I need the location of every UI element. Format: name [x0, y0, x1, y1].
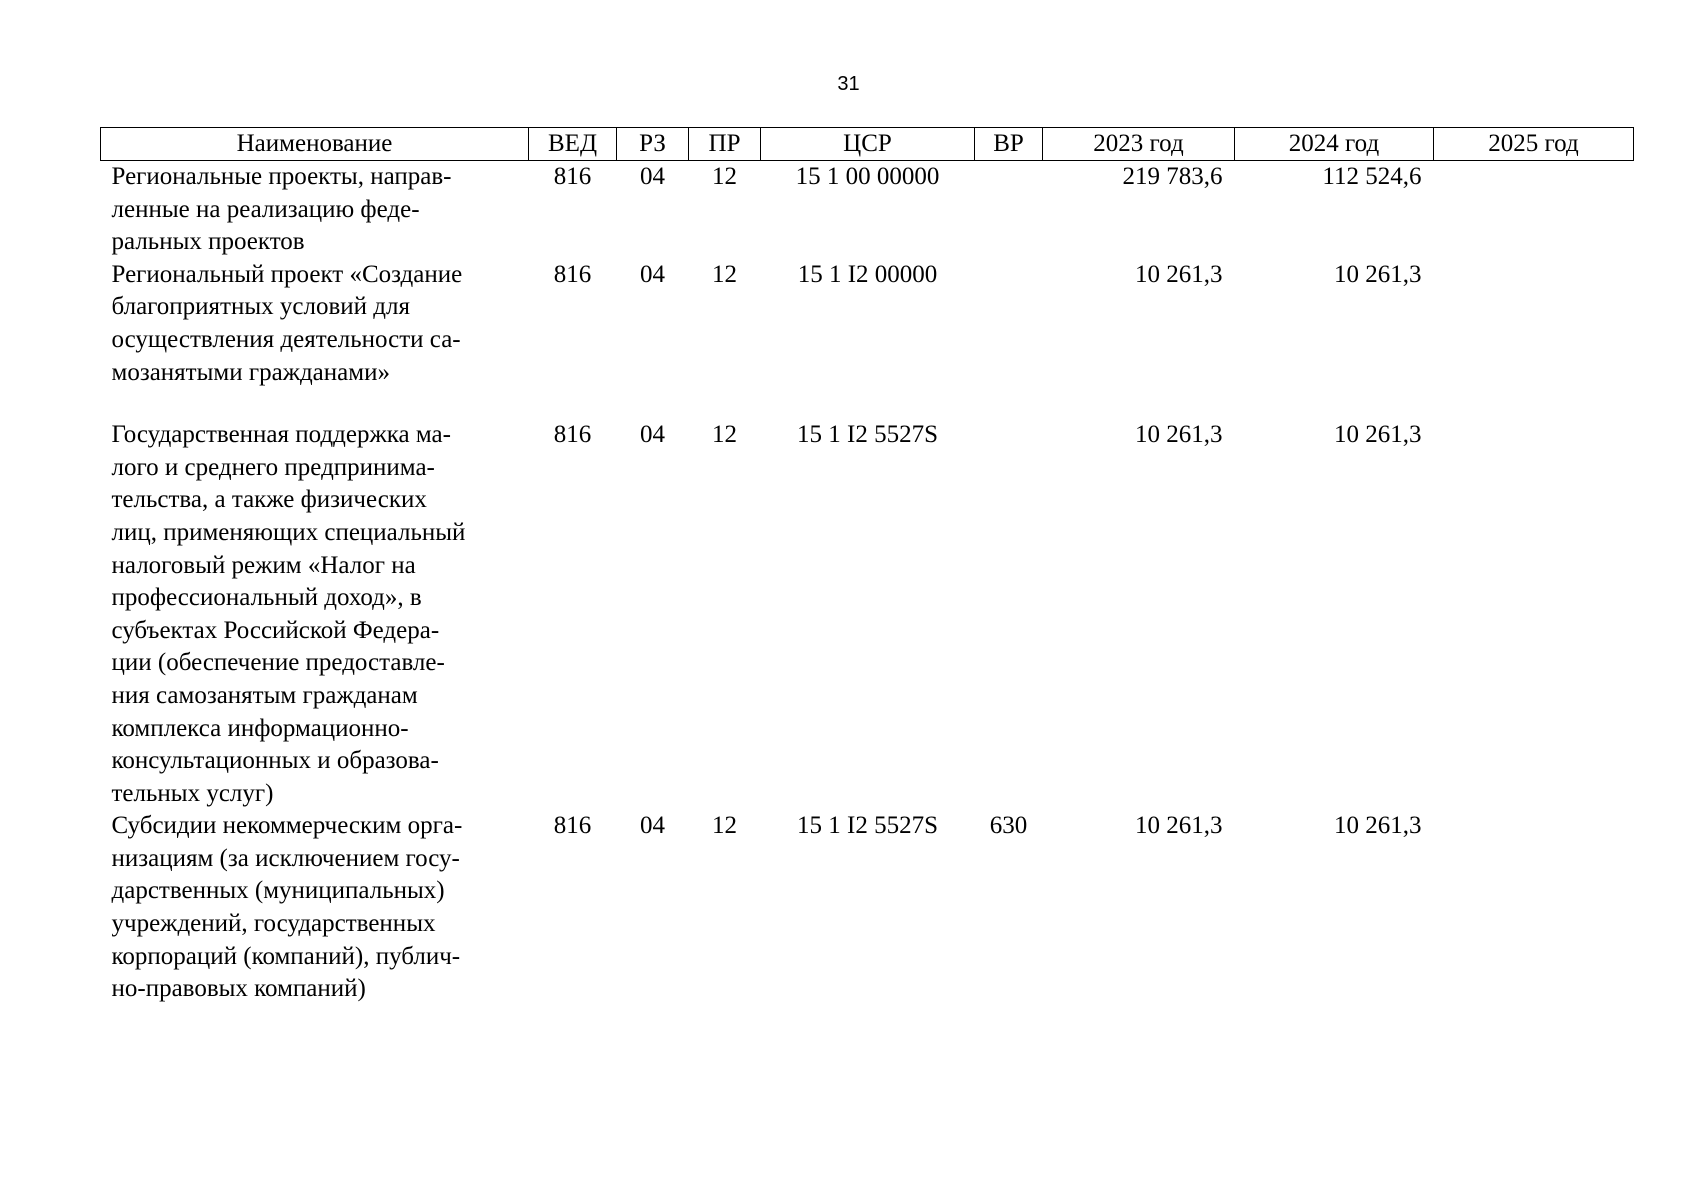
- row-csr: 15 1 00 00000: [795, 163, 940, 190]
- row-name: Субсидии некоммерческим орга- низациям (за исключением госу- дарственных (муниципальных) учреждений, государственных корпораций (компаний), публич- но-правовых компаний): [111, 812, 463, 1003]
- row-name-cell: [101, 259, 529, 419]
- row-vr: [975, 259, 1043, 419]
- row-ved: 816: [553, 260, 592, 288]
- row-name-cell: [101, 419, 529, 810]
- budget-table: [100, 127, 1634, 1006]
- row-2023: 10 261,3: [1135, 812, 1223, 840]
- row-rz: 04: [640, 260, 665, 288]
- header-pr: ПР: [689, 128, 761, 161]
- row-pr: 12: [712, 812, 737, 840]
- row-2023: 10 261,3: [1135, 421, 1223, 449]
- row-2024: 10 261,3: [1334, 421, 1422, 449]
- header-ved: ВЕД: [529, 128, 617, 161]
- row-rz: 04: [640, 421, 665, 449]
- row-pr: 12: [712, 260, 737, 288]
- row-ved: 816: [553, 812, 592, 840]
- row-csr: 15 1 I2 5527S: [797, 421, 938, 449]
- table-row: [101, 810, 1634, 1006]
- table-row: [101, 259, 1634, 419]
- row-name: Государственная поддержка ма- лого и среднего предпринима- тельства, а также физических лиц, применяющих специальный налоговый режим «Налог на профессиональный доход», в субъектах Российской Федера- ции (обеспечение предоставле- ния самозанятым гражданам комплекса информационно- консультационных и образова- тельных услуг): [111, 421, 466, 807]
- header-rz: РЗ: [617, 128, 689, 161]
- row-ved: 816: [553, 421, 592, 449]
- row-name: Региональный проект «Создание благоприятных условий для осуществления деятельности са- мозанятыми гражданами»: [111, 260, 463, 386]
- row-vr: [975, 419, 1043, 810]
- row-2024: 10 261,3: [1334, 812, 1422, 840]
- header-vr: ВР: [975, 128, 1043, 161]
- row-pr: 12: [712, 163, 737, 190]
- header-2025: 2025 год: [1434, 128, 1634, 161]
- row-pr: 12: [712, 421, 737, 449]
- row-2025: [1434, 161, 1634, 259]
- row-csr: 15 1 I2 00000: [797, 260, 938, 288]
- row-2025: [1434, 810, 1634, 1006]
- table-row: [101, 161, 1634, 259]
- row-2024: 10 261,3: [1334, 260, 1422, 288]
- row-name: Региональные проекты, направ- ленные на реализацию феде- ральных проектов: [111, 163, 452, 256]
- row-csr: 15 1 I2 5527S: [797, 812, 938, 840]
- row-ved: 816: [553, 163, 592, 190]
- row-vr: [975, 161, 1043, 259]
- header-csr: ЦСР: [761, 128, 975, 161]
- row-2025: [1434, 259, 1634, 419]
- row-rz: 04: [640, 812, 665, 840]
- row-2023: 219 783,6: [1122, 163, 1223, 190]
- page-number: 31: [837, 73, 860, 95]
- row-vr: 630: [989, 812, 1028, 840]
- table-row: [101, 419, 1634, 810]
- header-2024: 2024 год: [1235, 128, 1434, 161]
- row-name-cell: [101, 810, 529, 1006]
- row-2023: 10 261,3: [1135, 260, 1223, 288]
- row-rz: 04: [640, 163, 665, 190]
- table-header-row: [101, 128, 1634, 161]
- header-2023: 2023 год: [1043, 128, 1235, 161]
- row-name-cell: [101, 161, 529, 259]
- header-name: Наименование: [101, 128, 529, 161]
- row-2024: 112 524,6: [1322, 163, 1422, 190]
- row-2025: [1434, 419, 1634, 810]
